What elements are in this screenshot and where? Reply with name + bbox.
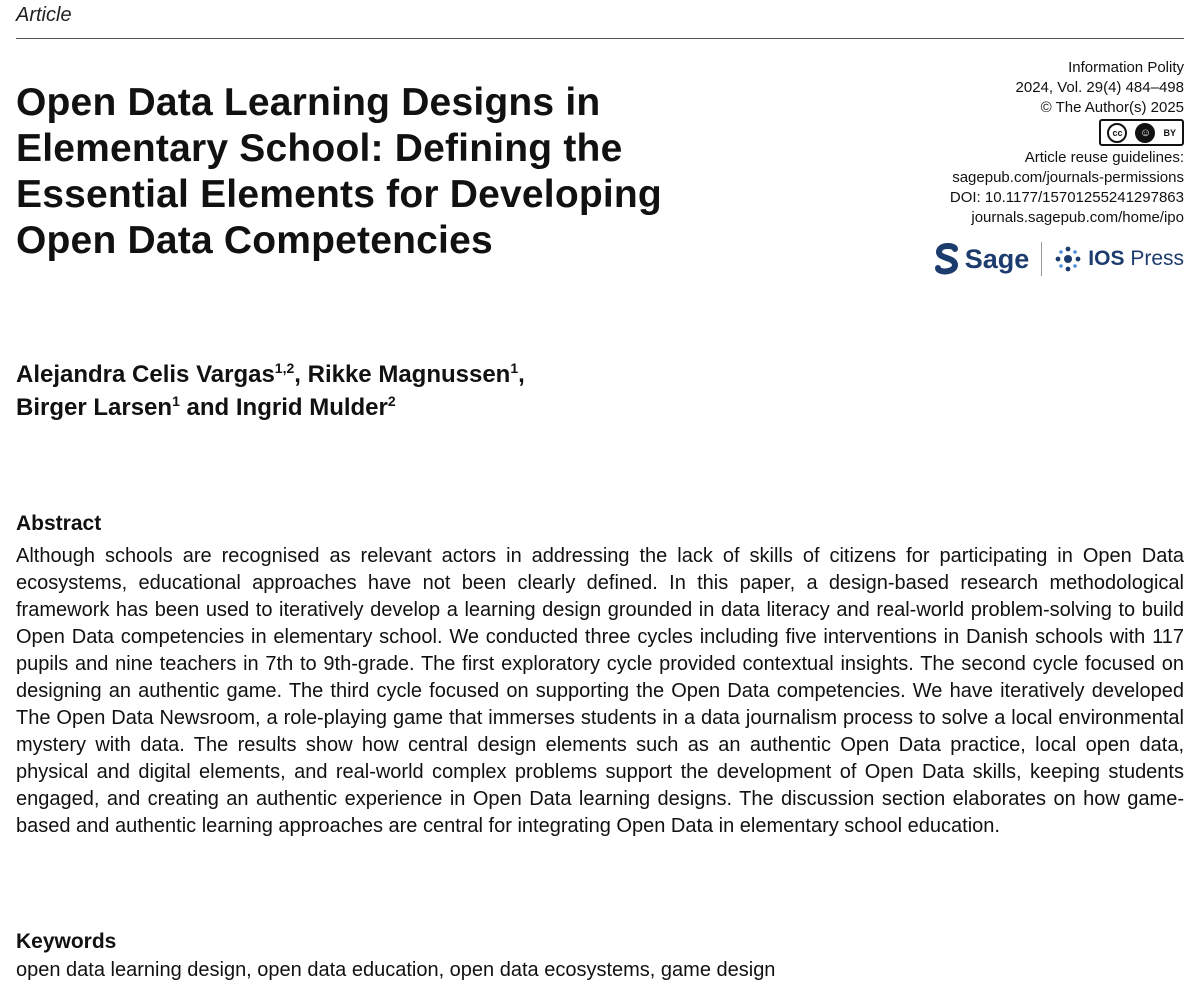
permissions-link[interactable]: sagepub.com/journals-permissions — [952, 169, 1184, 186]
top-rule — [16, 38, 1184, 39]
author-separator: , — [294, 361, 301, 388]
abstract-heading: Abstract — [16, 512, 102, 535]
sage-logo[interactable] — [935, 243, 1030, 275]
author-conjunction: and — [186, 394, 230, 421]
doi[interactable]: DOI: 10.1177/15701255241297863 — [949, 189, 1184, 206]
author-name[interactable]: Birger Larsen — [16, 394, 173, 421]
press-text: Press — [1130, 247, 1184, 270]
abstract-body: Although schools are recognised as relevant actors in addressing the lack of skills of citizens for participating in Open Data ecosystems, educational approaches have not been clearly defined. In this paper, a design-based research methodological framework has been used to iteratively develop a learning design grounded in data literacy and real-world problem-solving to build Open Data competencies in elementary school. We conducted three cycles including five interventions in Danish schools with 117 pupils and nine teachers in 7th to 9th-grade. The first exploratory cycle provided contextual insights. The second cycle focused on designing an authentic game. The third cycle focused on supporting the Open Data competencies. We have iteratively developed The Open Data Newsroom, a role-playing game that immerses students in a data journalism process to solve a local environmental mystery with data. The results show how central design elements such as an authentic Open Data practice, local open data, physical and digital elements, and real-world complex problems support the development of Open Data skills, keeping students engaged, and creating an authentic experience in Open Data learning designs. The discussion section elaborates on how game-based and authentic learning approaches are central for integrating Open Data in elementary school education. — [16, 545, 1184, 837]
author-name[interactable]: Alejandra Celis Vargas — [16, 361, 275, 388]
copyright: © The Author(s) 2025 — [1040, 99, 1184, 116]
affiliation-marker: 1,2 — [274, 360, 295, 376]
journal-name: Information Polity — [1068, 59, 1184, 76]
ios-wordmark — [1088, 247, 1184, 271]
section-label: Article — [16, 4, 72, 26]
attribution-icon: ☺ — [1135, 123, 1155, 143]
affiliation-marker: 1 — [510, 360, 519, 376]
author-line-2 — [16, 391, 525, 424]
license-badge[interactable] — [1099, 119, 1184, 146]
sage-wordmark: Sage — [964, 243, 1030, 274]
logo-divider — [1041, 242, 1042, 276]
author-separator: , — [518, 361, 525, 388]
keywords-body: open data learning design, open data education, open data ecosystems, game design — [16, 959, 776, 981]
author-list — [16, 358, 525, 424]
author-line-1 — [16, 358, 525, 391]
journal-meta — [824, 58, 1184, 228]
ios-press-logo[interactable] — [1054, 245, 1184, 273]
affiliation-marker: 1 — [172, 393, 180, 409]
author-name[interactable]: Ingrid Mulder — [235, 394, 388, 421]
by-label: BY — [1163, 127, 1176, 138]
creative-commons-icon: cc — [1107, 123, 1127, 143]
ios-dots-icon — [1054, 245, 1082, 273]
volume-info: 2024, Vol. 29(4) 484–498 — [1015, 79, 1184, 96]
author-name[interactable]: Rikke Magnussen — [307, 361, 511, 388]
article-title: Open Data Learning Designs in Elementary School: Defining the Essential Elements for Developing Open Data Competencies — [16, 81, 662, 262]
publisher-logos — [935, 241, 1184, 277]
keywords-heading: Keywords — [16, 930, 117, 953]
reuse-label: Article reuse guidelines: — [1024, 149, 1184, 166]
sage-s-icon — [935, 243, 959, 275]
affiliation-marker: 2 — [387, 393, 396, 409]
journal-link[interactable]: journals.sagepub.com/home/ipo — [971, 209, 1184, 226]
ios-bold-text: IOS — [1088, 247, 1125, 270]
